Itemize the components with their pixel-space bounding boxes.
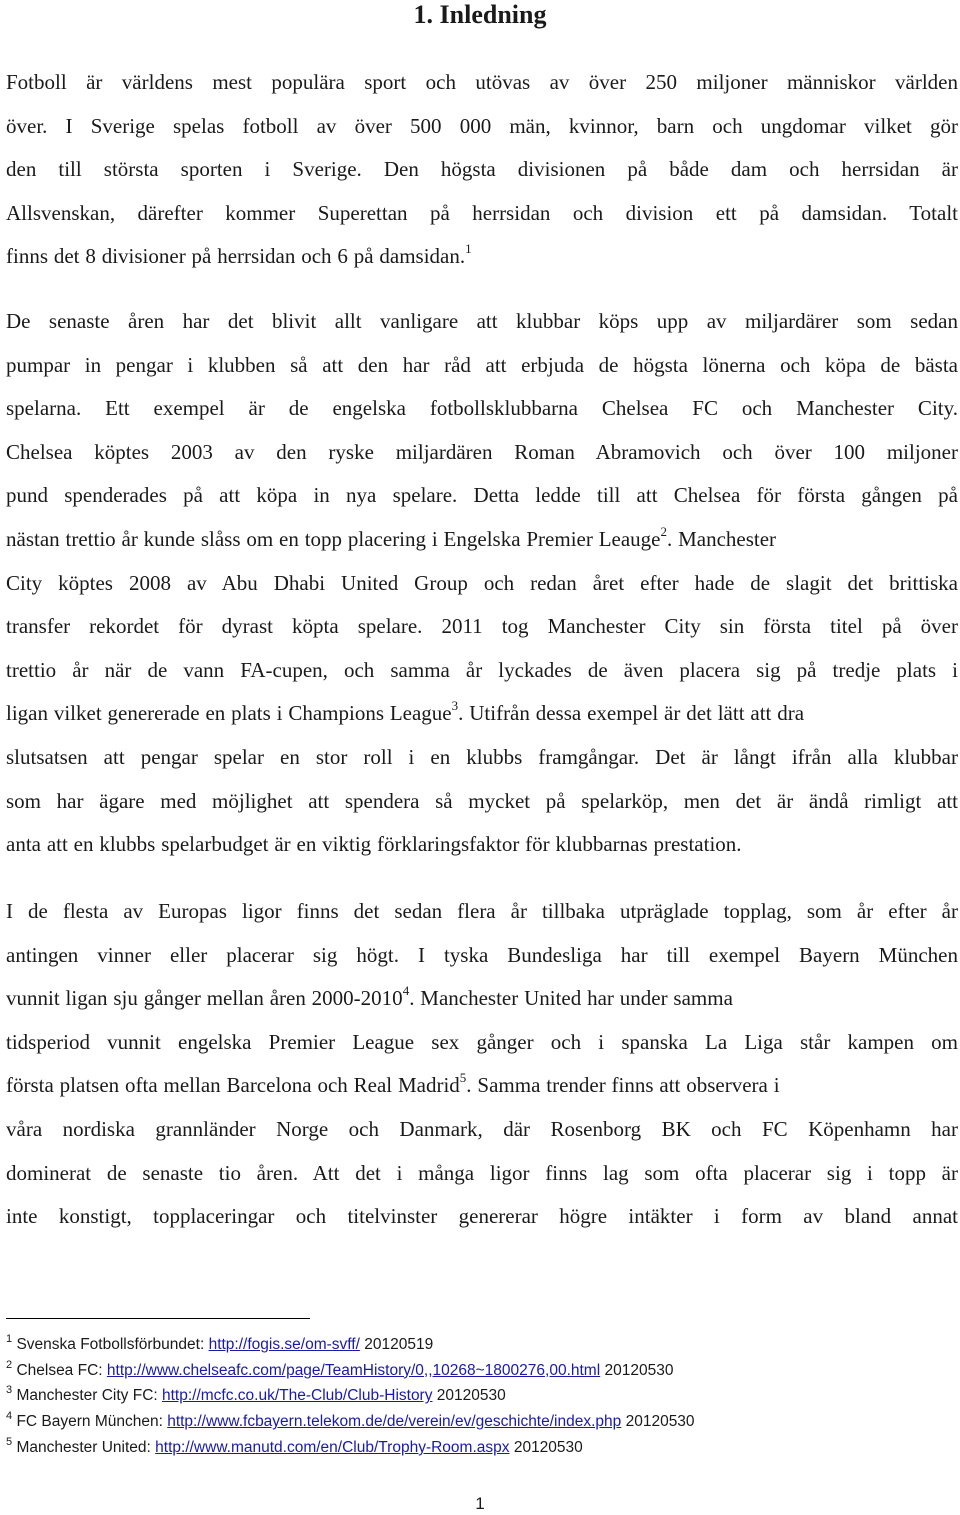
footnote-link[interactable]: http://www.chelseafc.com/page/TeamHistory/0,,10268~1800276,00.html xyxy=(106,1361,601,1379)
footnote-date: 20120519 xyxy=(359,1336,434,1353)
footnote xyxy=(6,1332,956,1358)
page-number: 1 xyxy=(475,1494,485,1513)
paragraph-line: I de flesta av Europas ligor finns det sedan flera år tillbaka utpräglade topplag, som år efter år xyxy=(6,899,958,923)
footnote-reference: 1 xyxy=(465,241,472,257)
footnote-label: Chelsea FC: xyxy=(16,1361,107,1379)
paragraph-line: inte konstigt, topplaceringar och titelvinster genererar högre intäkter i form av bland annat xyxy=(6,1204,958,1229)
paragraph-line xyxy=(6,692,958,736)
footnote-number: 1 xyxy=(6,1333,13,1345)
paragraph-line: antingen vinner eller placerar sig högt. I tyska Bundesliga har till exempel Bayern München xyxy=(6,942,958,967)
paragraph-line: över. I Sverige spelas fotboll av över 500 000 män, kvinnor, barn och ungdomar vilket gör xyxy=(6,113,958,138)
paragraph-line: pumpar in pengar i klubben så att den har råd att erbjuda de högsta lönerna och köpa de bästa xyxy=(6,352,958,377)
footnote-label: Manchester United: xyxy=(16,1438,156,1456)
paragraph-text: ligan vilket genererade en plats i Champions League xyxy=(6,701,452,726)
paragraph-text: . Samma trender finns att observera i xyxy=(466,1073,780,1098)
footnote-link[interactable]: http://www.manutd.com/en/Club/Trophy-Room.aspx xyxy=(155,1438,510,1456)
paragraph-line xyxy=(6,518,958,562)
paragraph-text: . Manchester United har under samma xyxy=(409,986,733,1011)
footnotes xyxy=(6,1332,956,1461)
paragraph-line: pund spenderades på att köpa in nya spelare. Detta ledde till att Chelsea för första gången på xyxy=(6,483,958,508)
paragraph-text: . Utifrån dessa exempel är det lätt att dra xyxy=(458,701,805,726)
paragraph-line: som har ägare med möjlighet att spendera så mycket på spelarköp, men det är ändå rimligt att xyxy=(6,788,958,813)
footnote-label: FC Bayern München: xyxy=(16,1413,168,1431)
paragraph-line: spelarna. Ett exempel är de engelska fotbollsklubbarna Chelsea FC och Manchester City. xyxy=(6,396,958,421)
footnote xyxy=(6,1435,956,1461)
footnote-separator xyxy=(6,1318,310,1319)
paragraph-line: den till största sporten i Sverige. Den högsta divisionen på både dam och herrsidan är xyxy=(6,157,958,182)
paragraph-line xyxy=(6,235,958,279)
footnote-date: 20120530 xyxy=(432,1387,506,1405)
section-heading: 1. Inledning xyxy=(413,0,547,29)
paragraph-text: vunnit ligan sju gånger mellan åren 2000-2010 xyxy=(6,986,403,1011)
paragraph-text: finns det 8 divisioner på herrsidan och 6 på damsidan. xyxy=(6,244,466,269)
footnote xyxy=(6,1358,956,1384)
paragraph-line: De senaste åren har det blivit allt vanligare att klubbar köps upp av miljardärer som sedan xyxy=(6,309,958,333)
paragraph-line: City köptes 2008 av Abu Dhabi United Group och redan året efter hade de slagit det brittiska xyxy=(6,570,958,595)
footnote-reference: 5 xyxy=(459,1070,467,1086)
paragraph-line: dominerat de senaste tio åren. Att det i många ligor finns lag som ofta placerar sig i topp är xyxy=(6,1160,958,1185)
footnote-number: 2 xyxy=(6,1358,13,1371)
footnote-reference: 4 xyxy=(402,983,410,999)
footnote-date: 20120530 xyxy=(509,1438,583,1456)
footnote-number: 3 xyxy=(6,1384,13,1397)
paragraph-line: slutsatsen att pengar spelar en stor roll i en klubbs framgångar. Det är långt ifrån alla klubbar xyxy=(6,744,958,769)
footnote-link[interactable]: http://fogis.se/om-svff/ xyxy=(208,1336,360,1353)
paragraph-line: Chelsea köptes 2003 av den ryske miljardären Roman Abramovich och över 100 miljoner xyxy=(6,439,958,464)
paragraph-line: transfer rekordet för dyrast köpta spelare. 2011 tog Manchester City sin första titel på över xyxy=(6,614,958,639)
paragraph-line: Fotboll är världens mest populära sport och utövas av över 250 miljoner människor världen xyxy=(6,70,958,94)
footnote-label: Svenska Fotbollsförbundet: xyxy=(16,1336,209,1353)
paragraph-line: våra nordiska grannländer Norge och Danmark, där Rosenborg BK och FC Köpenhamn har xyxy=(6,1116,958,1141)
footnote xyxy=(6,1409,956,1435)
paragraph-club-owners xyxy=(6,300,958,867)
paragraph-line: anta att en klubbs spelarbudget är en viktig förklaringsfaktor för klubbarnas prestation. xyxy=(6,832,742,857)
paragraph-intro xyxy=(6,61,958,279)
footnote-reference: 3 xyxy=(451,698,459,714)
footnote-number: 5 xyxy=(6,1435,13,1448)
footnote-link[interactable]: http://www.fcbayern.telekom.de/de/verein/ev/geschichte/index.php xyxy=(167,1413,622,1431)
footnote-label: Manchester City FC: xyxy=(16,1387,162,1405)
paragraph-line: trettio år när de vann FA-cupen, och samma år lyckades de även placera sig på tredje plats i xyxy=(6,657,958,682)
footnote xyxy=(6,1383,956,1409)
paragraph-text: . Manchester xyxy=(667,526,777,551)
paragraph-line: tidsperiod vunnit engelska Premier League sex gånger och i spanska La Liga står kampen om xyxy=(6,1029,958,1054)
paragraph-line: Allsvenskan, därefter kommer Superettan på herrsidan och division ett på damsidan. Totalt xyxy=(6,200,958,225)
footnote-date: 20120530 xyxy=(600,1361,674,1379)
paragraph-european-leagues xyxy=(6,890,958,1239)
paragraph-line xyxy=(6,977,958,1021)
footnote-number: 4 xyxy=(6,1410,13,1423)
footnote-reference: 2 xyxy=(660,523,667,539)
footnote-date: 20120530 xyxy=(621,1413,695,1431)
paragraph-line xyxy=(6,1064,958,1108)
paragraph-text: första platsen ofta mellan Barcelona och Real Madrid xyxy=(6,1073,460,1098)
footnote-link[interactable]: http://mcfc.co.uk/The-Club/Club-History xyxy=(162,1387,433,1405)
paragraph-text: nästan trettio år kunde slåss om en topp placering i Engelska Premier Leauge xyxy=(6,526,661,551)
